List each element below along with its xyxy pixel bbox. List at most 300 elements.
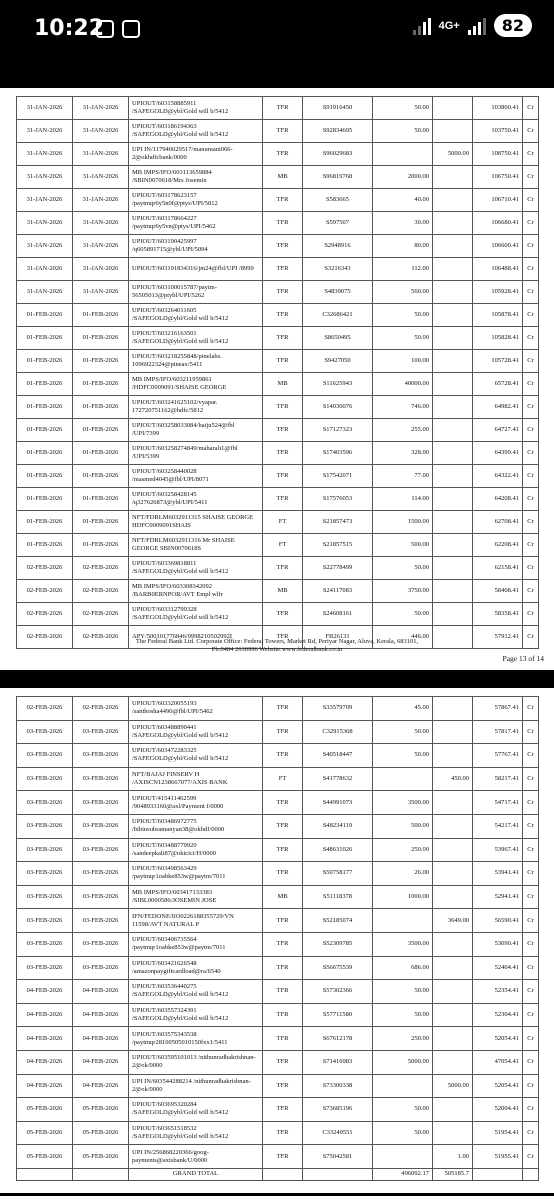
deposit-cell [433, 235, 473, 258]
particulars-cell: MB IMPS/IFO/603113659884 /SBIN0070618/Mrs Josemin [129, 166, 263, 189]
value-date-cell: 03-FEB-2026 [73, 814, 129, 838]
particulars-cell: UPIOUT/603241625102/vyapar. 172720751162@hdfc/5812 [129, 396, 263, 419]
txn-date-cell: 31-JAN-2026 [17, 143, 73, 166]
deposit-cell [433, 956, 473, 980]
balance-cell: 106710.41 [473, 189, 523, 212]
dr-cr-cell: Cr [523, 814, 539, 838]
value-date-cell: 02-FEB-2026 [73, 557, 129, 580]
balance-cell: 53090.41 [473, 932, 523, 956]
table-row [17, 465, 539, 488]
txn-type-cell: TFR [263, 143, 303, 166]
dr-cr-cell: Cr [523, 956, 539, 980]
txn-type-cell: TFR [263, 419, 303, 442]
transactions-table [16, 96, 539, 649]
txn-type-cell: TFR [263, 281, 303, 304]
balance-cell: 106488.41 [473, 258, 523, 281]
balance-cell: 106680.41 [473, 212, 523, 235]
balance-cell: 58358.41 [473, 603, 523, 626]
value-date-cell: 03-FEB-2026 [73, 932, 129, 956]
balance-cell: 105828.41 [473, 327, 523, 350]
battery-level: 82 [494, 14, 532, 37]
particulars-cell: APY/500101776846/9998210502992I [129, 626, 263, 649]
value-date-cell: 01-FEB-2026 [73, 419, 129, 442]
dr-cr-cell: Cr [523, 281, 539, 304]
txn-date-cell: 03-FEB-2026 [17, 767, 73, 791]
clock: 10:22 [34, 16, 105, 41]
particulars-cell: UPIOUT/603216163501 /SAFEGOLD@ybl/Gold will b/5412 [129, 327, 263, 350]
cheque-ref-cell: S73685196 [303, 1098, 373, 1122]
cheque-ref-cell: S9427050 [303, 350, 373, 373]
withdrawal-cell: 50.00 [373, 327, 433, 350]
balance-cell: 54217.41 [473, 814, 523, 838]
table-row [17, 767, 539, 791]
txn-date-cell: 03-FEB-2026 [17, 720, 73, 744]
cheque-ref-cell: S14030076 [303, 396, 373, 419]
balance-cell: 53941.41 [473, 862, 523, 886]
withdrawal-cell: 50.00 [373, 720, 433, 744]
dr-cr-cell: Cr [523, 980, 539, 1004]
value-date-cell: 31-JAN-2026 [73, 143, 129, 166]
particulars-cell: UPIOUT/603486972775 /bibinsubramanyan38@okhdf/0000 [129, 814, 263, 838]
value-date-cell: 03-FEB-2026 [73, 862, 129, 886]
deposit-cell [433, 120, 473, 143]
txn-type-cell: TFR [263, 956, 303, 980]
particulars-cell: UPIOUT/603258274849/maharali1@fbl /UPI/5399 [129, 442, 263, 465]
balance-cell: 52404.41 [473, 956, 523, 980]
balance-cell: 64982.41 [473, 396, 523, 419]
dr-cr-cell: Cr [523, 909, 539, 933]
table-row [17, 281, 539, 304]
cheque-ref-cell: S92834695 [303, 120, 373, 143]
dr-cr-cell: Cr [523, 767, 539, 791]
particulars-cell: MB IMPS/IFO/603211959861 /HDFC0009091/SHAISE GEORGE [129, 373, 263, 396]
txn-type-cell: TFR [263, 120, 303, 143]
balance-cell: 54717.41 [473, 791, 523, 815]
txn-type-cell: TFR [263, 791, 303, 815]
particulars-cell: UPIOUT/603557324391 /SAFEGOLD@ybl/Gold will b/5412 [129, 1003, 263, 1027]
cheque-ref-cell: S96819768 [303, 166, 373, 189]
table-row [17, 980, 539, 1004]
withdrawal-cell: 114.00 [373, 488, 433, 511]
dr-cr-cell: Cr [523, 511, 539, 534]
particulars-cell: UPIOUT/603536440275 /SAFEGOLD@ybl/Gold will b/5412 [129, 980, 263, 1004]
txn-date-cell: 01-FEB-2026 [17, 442, 73, 465]
balance-cell: 52941.41 [473, 885, 523, 909]
table-row [17, 304, 539, 327]
grand-total-label: GRAND TOTAL [129, 1168, 263, 1180]
deposit-cell [433, 1027, 473, 1051]
withdrawal-cell: 50.00 [373, 97, 433, 120]
txn-date-cell: 31-JAN-2026 [17, 97, 73, 120]
particulars-cell: UPIOUT/603218255848/pinelabs. 1096922324@pineax/5411 [129, 350, 263, 373]
value-date-cell: 01-FEB-2026 [73, 396, 129, 419]
cheque-ref-cell: S21857515 [303, 534, 373, 557]
deposit-cell [433, 304, 473, 327]
value-date-cell: 01-FEB-2026 [73, 442, 129, 465]
txn-type-cell: TFR [263, 932, 303, 956]
deposit-cell: 450.00 [433, 767, 473, 791]
withdrawal-cell: 560.00 [373, 281, 433, 304]
value-date-cell: 04-FEB-2026 [73, 1074, 129, 1098]
deposit-cell [433, 862, 473, 886]
particulars-cell: UPIOUT/603498563429 /paytmqr1oabke853w@paytm/7011 [129, 862, 263, 886]
value-date-cell: 31-JAN-2026 [73, 189, 129, 212]
txn-date-cell: 04-FEB-2026 [17, 1003, 73, 1027]
txn-date-cell: 01-FEB-2026 [17, 396, 73, 419]
dr-cr-cell: Cr [523, 396, 539, 419]
screen-record-icon [96, 20, 114, 38]
withdrawal-cell [373, 1074, 433, 1098]
table-row [17, 1098, 539, 1122]
notification-icon [122, 20, 140, 38]
particulars-cell: NFT/BAJAJ FINSERV H /AXISCN1238667077/AXIS BANK [129, 767, 263, 791]
table-row [17, 258, 539, 281]
txn-type-cell: TFR [263, 189, 303, 212]
cheque-ref-cell: S22778499 [303, 557, 373, 580]
cheque-ref-cell: S11625943 [303, 373, 373, 396]
value-date-cell: 02-FEB-2026 [73, 697, 129, 721]
value-date-cell: 04-FEB-2026 [73, 980, 129, 1004]
txn-date-cell: 01-FEB-2026 [17, 304, 73, 327]
particulars-cell: UPIOUT/603369818811 /SAFEGOLD@ybl/Gold will b/5412 [129, 557, 263, 580]
dr-cr-cell: Cr [523, 189, 539, 212]
table-row [17, 350, 539, 373]
value-date-cell: 31-JAN-2026 [73, 97, 129, 120]
txn-type-cell: MB [263, 373, 303, 396]
value-date-cell: 01-FEB-2026 [73, 373, 129, 396]
statement-page-14 [0, 688, 554, 1193]
particulars-cell: UPIOUT/603190425997 /q605891715@ybl/UPI/5094 [129, 235, 263, 258]
balance-cell: 52054.41 [473, 1074, 523, 1098]
wifi-signal-icon [413, 17, 431, 35]
withdrawal-cell: 255.00 [373, 419, 433, 442]
value-date-cell: 03-FEB-2026 [73, 909, 129, 933]
particulars-cell: UPIOUT/603158885911 /SAFEGOLD@ybl/Gold will b/5412 [129, 97, 263, 120]
particulars-cell: UPIOUT/603178664227 /paytmqr6y5vn@ptys/UPI/5462 [129, 212, 263, 235]
withdrawal-cell: 50.00 [373, 304, 433, 327]
txn-date-cell: 03-FEB-2026 [17, 744, 73, 768]
deposit-cell: 3649.00 [433, 909, 473, 933]
dr-cr-cell: Cr [523, 120, 539, 143]
balance-cell: 103750.41 [473, 120, 523, 143]
bank-footer [16, 638, 538, 654]
cheque-ref-cell: S73300338 [303, 1074, 373, 1098]
particulars-cell: UPIOUT/603406735564 /paytmqr1oabke853w@paytm/7011 [129, 932, 263, 956]
particulars-cell: UPIOUT/603421626548 /amazonpaygiftcardload@ra/6540 [129, 956, 263, 980]
value-date-cell: 01-FEB-2026 [73, 534, 129, 557]
txn-type-cell: TFR [263, 258, 303, 281]
dr-cr-cell: Cr [523, 1098, 539, 1122]
cheque-ref-cell: S56675539 [303, 956, 373, 980]
balance-cell: 62158.41 [473, 557, 523, 580]
statement-page-13 [0, 88, 554, 670]
table-row [17, 143, 539, 166]
withdrawal-cell: 250.00 [373, 1027, 433, 1051]
value-date-cell: 03-FEB-2026 [73, 720, 129, 744]
value-date-cell: 01-FEB-2026 [73, 327, 129, 350]
txn-type-cell: TFR [263, 1098, 303, 1122]
dr-cr-cell: Cr [523, 1027, 539, 1051]
dr-cr-cell: Cr [523, 1050, 539, 1074]
withdrawal-cell: 50.00 [373, 1121, 433, 1145]
withdrawal-cell [373, 767, 433, 791]
particulars-cell: UPIOUT/603488890441 /SAFEGOLD@ybl/Gold will b/5412 [129, 720, 263, 744]
txn-type-cell: TFR [263, 1027, 303, 1051]
withdrawal-cell: 50.00 [373, 744, 433, 768]
value-date-cell: 03-FEB-2026 [73, 791, 129, 815]
withdrawal-cell: 50.00 [373, 557, 433, 580]
deposit-cell [433, 212, 473, 235]
withdrawal-cell: 1500.00 [373, 511, 433, 534]
withdrawal-cell: 686.00 [373, 956, 433, 980]
withdrawal-cell: 30.00 [373, 212, 433, 235]
table-row [17, 1074, 539, 1098]
dr-cr-cell: Cr [523, 744, 539, 768]
particulars-cell: MB IMPS/IFO/603417133383 /SIBL0000586/JOSEMIN JOSE [129, 885, 263, 909]
dr-cr-cell: Cr [523, 534, 539, 557]
balance-cell: 56590.41 [473, 909, 523, 933]
cheque-ref-cell: S71416983 [303, 1050, 373, 1074]
withdrawal-cell: 328.00 [373, 442, 433, 465]
cheque-ref-cell: S24117083 [303, 580, 373, 603]
balance-cell: 62708.41 [473, 511, 523, 534]
particulars-cell: UPIOUT/603264011605 /SAFEGOLD@ybl/Gold will b/5412 [129, 304, 263, 327]
grand-total-debit: 496092.17 [373, 1168, 433, 1180]
txn-type-cell: TFR [263, 626, 303, 649]
table-row [17, 932, 539, 956]
txn-type-cell: MB [263, 885, 303, 909]
cheque-ref-cell: S57711580 [303, 1003, 373, 1027]
table-row [17, 557, 539, 580]
table-row [17, 603, 539, 626]
balance-cell: 62208.41 [473, 534, 523, 557]
particulars-cell: UPIOUT/603651518532 /SAFEGOLD@ybl/Gold will b/5412 [129, 1121, 263, 1145]
balance-cell: 64322.41 [473, 465, 523, 488]
txn-date-cell: 02-FEB-2026 [17, 603, 73, 626]
dr-cr-cell: Cr [523, 791, 539, 815]
txn-date-cell: 31-JAN-2026 [17, 212, 73, 235]
txn-type-cell: TFR [263, 697, 303, 721]
cheque-ref-cell: S17542071 [303, 465, 373, 488]
deposit-cell [433, 396, 473, 419]
cheque-ref-cell: S33579709 [303, 697, 373, 721]
txn-type-cell: TFR [263, 212, 303, 235]
txn-type-cell: TFR [263, 442, 303, 465]
particulars-cell: UPIOUT/603595101013 /nithunradhakrishnan-2@ok/0000 [129, 1050, 263, 1074]
particulars-cell: UPIOUT/603186194363 /SAFEGOLD@ybl/Gold will b/5412 [129, 120, 263, 143]
txn-date-cell: 03-FEB-2026 [17, 885, 73, 909]
txn-date-cell: 01-FEB-2026 [17, 373, 73, 396]
withdrawal-cell: 746.00 [373, 396, 433, 419]
transactions-table [16, 696, 539, 1181]
deposit-cell [433, 281, 473, 304]
particulars-cell: UPIOUT/603312799328 /SAFEGOLD@ybl/Gold will b/5412 [129, 603, 263, 626]
value-date-cell: 03-FEB-2026 [73, 956, 129, 980]
txn-type-cell: TFR [263, 1050, 303, 1074]
txn-date-cell: 03-FEB-2026 [17, 862, 73, 886]
txn-date-cell: 05-FEB-2026 [17, 1145, 73, 1169]
value-date-cell: 02-FEB-2026 [73, 603, 129, 626]
balance-cell: 51954.41 [473, 1121, 523, 1145]
value-date-cell: 04-FEB-2026 [73, 1027, 129, 1051]
txn-type-cell: TFR [263, 603, 303, 626]
particulars-cell: UPI IN/117940029517/manumani066-2@okhdfcbank/0000 [129, 143, 263, 166]
balance-cell: 52354.41 [473, 980, 523, 1004]
txn-date-cell: 31-JAN-2026 [17, 235, 73, 258]
value-date-cell: 31-JAN-2026 [73, 166, 129, 189]
value-date-cell: 05-FEB-2026 [73, 1121, 129, 1145]
cheque-ref-cell: S17576053 [303, 488, 373, 511]
table-row [17, 120, 539, 143]
table-row [17, 1027, 539, 1051]
balance-cell: 57817.41 [473, 720, 523, 744]
value-date-cell: 31-JAN-2026 [73, 258, 129, 281]
dr-cr-cell: Cr [523, 373, 539, 396]
cheque-ref-cell: C32686421 [303, 304, 373, 327]
balance-cell: 58217.41 [473, 767, 523, 791]
withdrawal-cell [373, 909, 433, 933]
balance-cell: 57767.41 [473, 744, 523, 768]
dr-cr-cell: Cr [523, 932, 539, 956]
cheque-ref-cell: S57302366 [303, 980, 373, 1004]
withdrawal-cell: 26.00 [373, 862, 433, 886]
deposit-cell: 5000.00 [433, 143, 473, 166]
table-row [17, 327, 539, 350]
withdrawal-cell: 1000.00 [373, 885, 433, 909]
txn-type-cell: TFR [263, 465, 303, 488]
next-page-edge [0, 1196, 554, 1200]
cheque-ref-cell: S44991073 [303, 791, 373, 815]
cheque-ref-cell: C32915368 [303, 720, 373, 744]
txn-date-cell: 02-FEB-2026 [17, 580, 73, 603]
particulars-cell: UPIOUT/603191834316/jm24@fbl/UPI /8999 [129, 258, 263, 281]
txn-date-cell: 03-FEB-2026 [17, 791, 73, 815]
page-number: Page 13 of 14 [502, 654, 544, 663]
value-date-cell: 05-FEB-2026 [73, 1145, 129, 1169]
withdrawal-cell: 2000.00 [373, 166, 433, 189]
value-date-cell: 01-FEB-2026 [73, 511, 129, 534]
deposit-cell [433, 580, 473, 603]
deposit-cell [433, 932, 473, 956]
table-row [17, 97, 539, 120]
balance-cell: 108750.41 [473, 143, 523, 166]
particulars-cell: UPIOUT/603575343538 /paytmqr28100505010150fxx1/5411 [129, 1027, 263, 1051]
table-row [17, 720, 539, 744]
table-row [17, 744, 539, 768]
deposit-cell [433, 814, 473, 838]
deposit-cell [433, 1050, 473, 1074]
dr-cr-cell: Cr [523, 304, 539, 327]
particulars-cell: UPIOUT/603472283325 /SAFEGOLD@ybl/Gold will b/5412 [129, 744, 263, 768]
table-row [17, 1121, 539, 1145]
txn-date-cell: 02-FEB-2026 [17, 697, 73, 721]
dr-cr-cell: Cr [523, 1145, 539, 1169]
balance-cell: 51955.41 [473, 1145, 523, 1169]
dr-cr-cell: Cr [523, 212, 539, 235]
table-row [17, 838, 539, 862]
cheque-ref-cell: S48631026 [303, 838, 373, 862]
balance-cell: 106750.41 [473, 166, 523, 189]
particulars-cell: UPIOUT/603258440028 /masmed4045@fbl/UPI/8071 [129, 465, 263, 488]
table-row [17, 166, 539, 189]
withdrawal-cell: 100.00 [373, 350, 433, 373]
cheque-ref-cell: S52309785 [303, 932, 373, 956]
balance-cell: 106600.41 [473, 235, 523, 258]
txn-date-cell: 04-FEB-2026 [17, 1074, 73, 1098]
cheque-ref-cell: S51118378 [303, 885, 373, 909]
withdrawal-cell: 40.00 [373, 189, 433, 212]
withdrawal-cell: 446.00 [373, 626, 433, 649]
withdrawal-cell: 50.00 [373, 1003, 433, 1027]
dr-cr-cell: Cr [523, 580, 539, 603]
deposit-cell [433, 465, 473, 488]
deposit-cell [433, 697, 473, 721]
balance-cell: 57912.41 [473, 626, 523, 649]
table-row [17, 442, 539, 465]
deposit-cell [433, 744, 473, 768]
particulars-cell: UPI IN/256868220366/goog-payments@axisbank/U/0000 [129, 1145, 263, 1169]
txn-date-cell: 01-FEB-2026 [17, 465, 73, 488]
txn-type-cell: TFR [263, 304, 303, 327]
dr-cr-cell: Cr [523, 235, 539, 258]
txn-date-cell: 01-FEB-2026 [17, 511, 73, 534]
txn-type-cell: TFR [263, 327, 303, 350]
table-row [17, 956, 539, 980]
value-date-cell: 01-FEB-2026 [73, 304, 129, 327]
txn-type-cell: FT [263, 767, 303, 791]
particulars-cell: UPIOUT/603258428145 /q327626873@ybl/UPI/5411 [129, 488, 263, 511]
cheque-ref-cell: S24608161 [303, 603, 373, 626]
withdrawal-cell: 50.00 [373, 603, 433, 626]
dr-cr-cell: Cr [523, 1003, 539, 1027]
deposit-cell: 5000.00 [433, 1074, 473, 1098]
withdrawal-cell: 77.00 [373, 465, 433, 488]
table-row [17, 373, 539, 396]
particulars-cell: UPIOUT/603695320284 /SAFEGOLD@ybl/Gold will b/5412 [129, 1098, 263, 1122]
deposit-cell [433, 511, 473, 534]
withdrawal-cell: 3750.00 [373, 580, 433, 603]
network-type: 4G+ [438, 19, 460, 32]
withdrawal-cell: 40000.00 [373, 373, 433, 396]
dr-cr-cell: Cr [523, 350, 539, 373]
txn-type-cell: TFR [263, 862, 303, 886]
cheque-ref-cell: S96029683 [303, 143, 373, 166]
cheque-ref-cell: S50758177 [303, 862, 373, 886]
balance-cell: 52304.41 [473, 1003, 523, 1027]
txn-date-cell: 31-JAN-2026 [17, 120, 73, 143]
txn-date-cell: 01-FEB-2026 [17, 350, 73, 373]
deposit-cell [433, 791, 473, 815]
deposit-cell [433, 720, 473, 744]
value-date-cell: 03-FEB-2026 [73, 744, 129, 768]
grand-total-credit: 505185.7 [433, 1168, 473, 1180]
txn-type-cell: TFR [263, 1074, 303, 1098]
withdrawal-cell [373, 143, 433, 166]
txn-date-cell: 31-JAN-2026 [17, 281, 73, 304]
txn-date-cell: 05-FEB-2026 [17, 1121, 73, 1145]
cheque-ref-cell: S3216343 [303, 258, 373, 281]
table-row [17, 235, 539, 258]
cell-signal-icon [468, 17, 486, 35]
dr-cr-cell: Cr [523, 557, 539, 580]
table-row [17, 909, 539, 933]
cheque-ref-cell: S52185074 [303, 909, 373, 933]
withdrawal-cell: 500.00 [373, 534, 433, 557]
balance-cell: 47054.41 [473, 1050, 523, 1074]
withdrawal-cell: 5000.00 [373, 1050, 433, 1074]
txn-type-cell: FT [263, 534, 303, 557]
withdrawal-cell: 50.00 [373, 120, 433, 143]
